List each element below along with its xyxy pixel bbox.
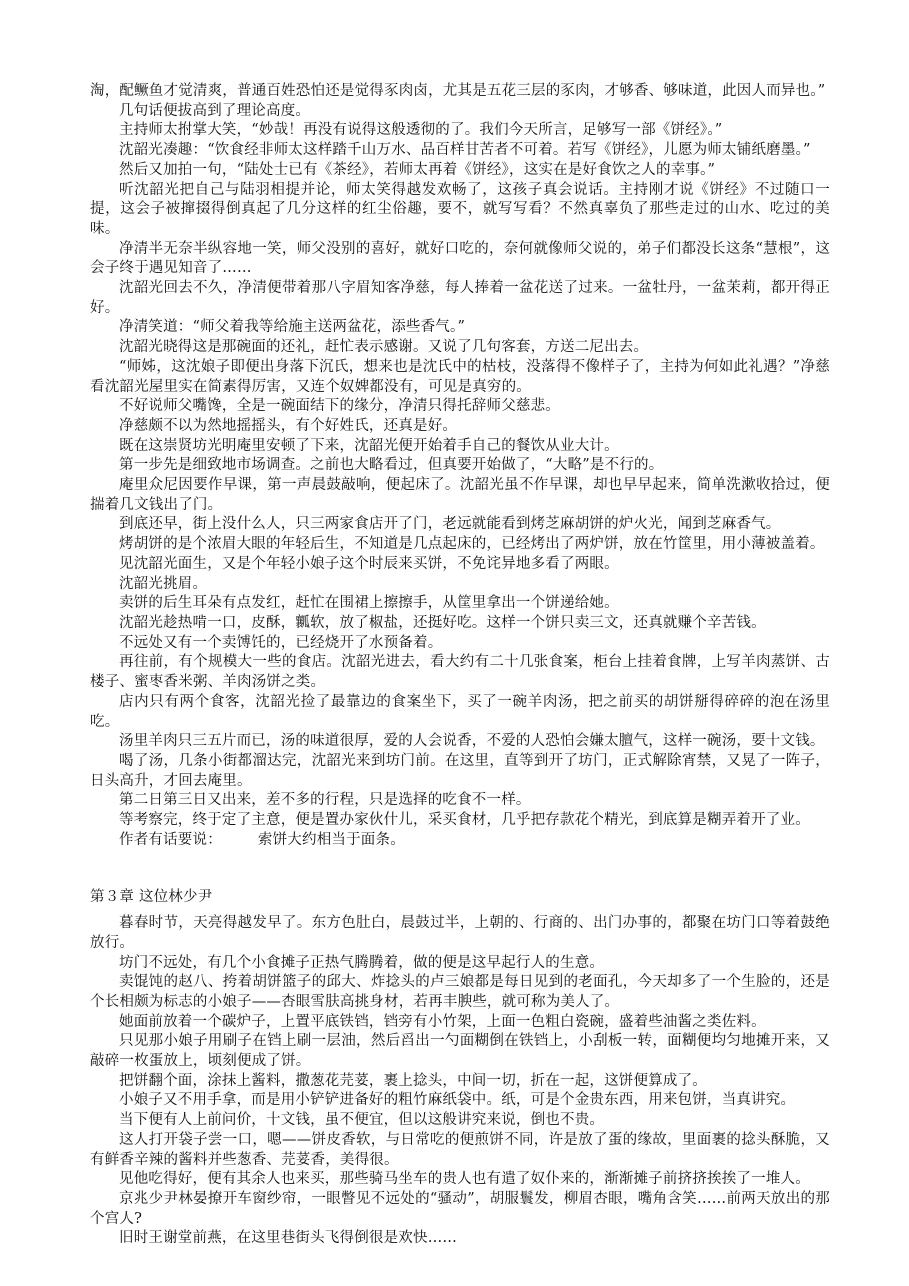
paragraph: 然后又加拍一句，“陆处士已有《茶经》，若师太再着《饼经》，这实在是好食饮之人的幸事。” <box>119 161 716 178</box>
paragraph: 庵里众尼因要作早课，第一声晨鼓敲响，便起床了。沈韶光虽不作早课，却也早早起来，简单洗漱收拾过，便揣着几文钱出了门。 <box>90 477 830 513</box>
paragraph: 喝了汤，几条小街都溜达完，沈韶光来到坊门前。在这里，直等到开了坊门，正式解除宵禁，又晃了一阵子，日头高升，才回去庵里。 <box>90 752 830 789</box>
paragraph: 当下便有人上前问价，十文钱，虽不便宜，但以这般讲究来说，倒也不贵。 <box>119 1112 605 1129</box>
paragraph: 到底还早，街上没什么人，只三两家食店开了门，老远就能看到烤芝麻胡饼的炉火光，闻到芝麻香气。 <box>119 516 781 533</box>
paragraph: “师姊，这沈娘子即便出身落下沉氏，想来也是沈氏中的枯枝，没落得不像样子了，主持为何如此礼遇？”净慈看沈韶光屋里实在简素得厉害，又连个奴婢都没有，可见是真穷的。 <box>90 358 830 395</box>
paragraph: 沈韶光挑眉。 <box>119 575 208 592</box>
chapter-text <box>90 82 830 1249</box>
paragraph: 卖饼的后生耳朵有点发红，赶忙在围裙上擦擦手，从筐里拿出一个饼递给她。 <box>119 595 619 612</box>
paragraph: 旧时王谢堂前燕，在这里巷街头飞得倒很是欢快…… <box>119 1230 458 1247</box>
paragraph: 净清半无奈半纵容地一笑，师父没别的喜好，就好口吃的，奈何就像师父说的，弟子们都没长这条“慧根”，这会子终于遇见知音了…… <box>90 240 830 277</box>
paragraph: 把饼翻个面，涂抹上酱料，撒葱花芫荽，裹上捻头，中间一切，折在一起，这饼便算成了。 <box>119 1072 707 1089</box>
paragraph: 等考察完，终于定了主意，便是置办家伙什儿，采买食材，几乎把存款花个精光，到底算是糊弄着开了业。 <box>119 812 810 829</box>
paragraph: 第一步先是细致地市场调查。之前也大略看过，但真要开始做了，“大略”是不行的。 <box>119 457 664 474</box>
paragraph: 这人打开袋子尝一口，嗯——饼皮香软，与日常吃的便煎饼不同，许是放了蛋的缘故，里面裹的捻头酥脆，又有鲜香辛辣的酱料并些葱香、芫荽香，美得很。 <box>90 1131 830 1168</box>
paragraph: 沈韶光晓得这是那碗面的还礼，赶忙表示感谢。又说了几句客套，方送二尼出去。 <box>119 339 649 356</box>
chapter-3-body <box>90 914 830 1249</box>
paragraph: 沈韶光凑趣：“饮食经非师太这样踏千山万水、品百样甘苦者不可着。若写《饼经》，儿愿为师太铺纸磨墨。” <box>119 142 811 159</box>
intro-line: 淘，配鳜鱼才觉清爽，普通百姓恐怕还是觉得豕肉卤，尤其是五花三层的豕肉，才够香、够味道，此因人而异也。” <box>90 83 826 99</box>
paragraph: 听沈韶光把自己与陆羽相提并论，师太笑得越发欢畅了，这孩子真会说话。主持刚才说《饼经》不过随口一提，这会子被撺掇得倒真起了几分这样的红尘俗趣，要不，就写写看？不然真辜负了那些走过的山水、吃过的美味。 <box>90 181 830 237</box>
paragraph: 店内只有两个食客，沈韶光捡了最靠边的食案坐下，买了一碗羊肉汤，把之前买的胡饼掰得碎碎的泡在汤里吃。 <box>90 693 830 730</box>
paragraph: 暮春时节，天亮得越发早了。东方色肚白，晨鼓过半，上朝的、行商的、出门办事的，都聚在坊门口等着鼓绝放行。 <box>90 915 830 951</box>
paragraph: 卖馄饨的赵八、挎着胡饼篮子的邱大、炸捻头的卢三娘都是每日见到的老面孔，今天却多了一个生脸的，还是个长相颇为标志的小娘子——杏眼雪肤高挑身材，若再丰腴些，就可称为美人了。 <box>90 974 830 1010</box>
author-note-label: 作者有话要说： <box>119 831 222 848</box>
paragraph: 烤胡饼的是个浓眉大眼的年轻后生，不知道是几点起床的，已经烤出了两炉饼，放在竹筐里，用小薄被盖着。 <box>119 536 825 553</box>
author-note-content: 索饼大约相当于面条。 <box>257 831 405 848</box>
paragraph: 沈韶光回去不久，净清便带着那八字眉知客净慈，每人捧着一盆花送了过来。一盆牡丹，一盆茉莉，都开得正好。 <box>90 280 830 316</box>
paragraph: 再往前，有个规模大一些的食店。沈韶光进去，看大约有二十几张食案，柜台上挂着食牌，上写羊肉蒸饼、古楼子、蜜枣香米粥、羊肉汤饼之类。 <box>90 654 830 691</box>
paragraph: 沈韶光趁热啃一口，皮酥，瓤软，放了椒盐，还挺好吃。这样一个饼只卖三文，还真就赚个辛苦钱。 <box>119 614 766 631</box>
paragraph: 京兆少尹林晏撩开车窗纱帘，一眼瞥见不远处的“骚动”，胡服鬟发，柳眉杏眼，嘴角含笑……前两天放出的那个宫人? <box>90 1190 830 1227</box>
paragraph: 坊门不远处，有几个小食摊子正热气腾腾着，做的便是这早起行人的生意。 <box>119 954 605 971</box>
chapter-title: 第３章 这位林少尹 <box>90 889 213 906</box>
paragraph: 见沈韶光面生，又是个年轻小娘子这个时辰来买饼，不免诧异地多看了两眼。 <box>119 555 619 572</box>
paragraph: 净慈颇不以为然地摇摇头，有个好姓氏，还真是好。 <box>119 417 458 434</box>
paragraph: 她面前放着一个碳炉子，上置平底铁铛，铛旁有小竹架，上面一色粗白瓷碗，盛着些油酱之类佐料。 <box>119 1013 766 1030</box>
paragraph: 主持师太拊掌大笑，“妙哉！再没有说得这般透彻的了。我们今天所言，足够写一部《饼经》。” <box>119 122 723 139</box>
paragraph: 见他吃得好，便有其余人也来买，那些骑马坐车的贵人也有遣了奴仆来的，渐渐摊子前挤挤挨挨了一堆人。 <box>119 1171 810 1188</box>
paragraph: 几句话便拔高到了理论高度。 <box>119 102 311 119</box>
paragraph: 只见那小娘子用刷子在铛上刷一层油，然后舀出一勺面糊倒在铁铛上，小刮板一转，面糊便均匀地摊开来，又敲碎一枚蛋放上，顷刻便成了饼。 <box>90 1033 830 1070</box>
paragraph: 不好说师父嘴馋，全是一碗面结下的缘分，净清只得托辞师父慈悲。 <box>119 398 560 415</box>
paragraph: 汤里羊肉只三五片而已，汤的味道很厚，爱的人会说香，不爱的人恐怕会嫌太膻气，这样一碗汤，要十文钱。 <box>119 733 825 750</box>
paragraph: 不远处又有一个卖馎饦的，已经烧开了水预备着。 <box>119 634 443 651</box>
paragraph: 第二日第三日又出来，差不多的行程，只是选择的吃食不一样。 <box>119 792 531 809</box>
chapter-2-body <box>90 102 830 831</box>
paragraph: 净清笑道：“师父着我等给施主送两盆花，添些香气。” <box>119 319 466 336</box>
paragraph: 既在这崇贤坊光明庵里安顿了下来，沈韶光便开始着手自己的餐饮从业大计。 <box>119 437 619 454</box>
author-note <box>90 831 830 851</box>
paragraph: 小娘子又不用手拿，而是用小铲铲进备好的粗竹麻纸袋中。纸，可是个金贵东西，用来包饼，当真讲究。 <box>119 1092 796 1109</box>
